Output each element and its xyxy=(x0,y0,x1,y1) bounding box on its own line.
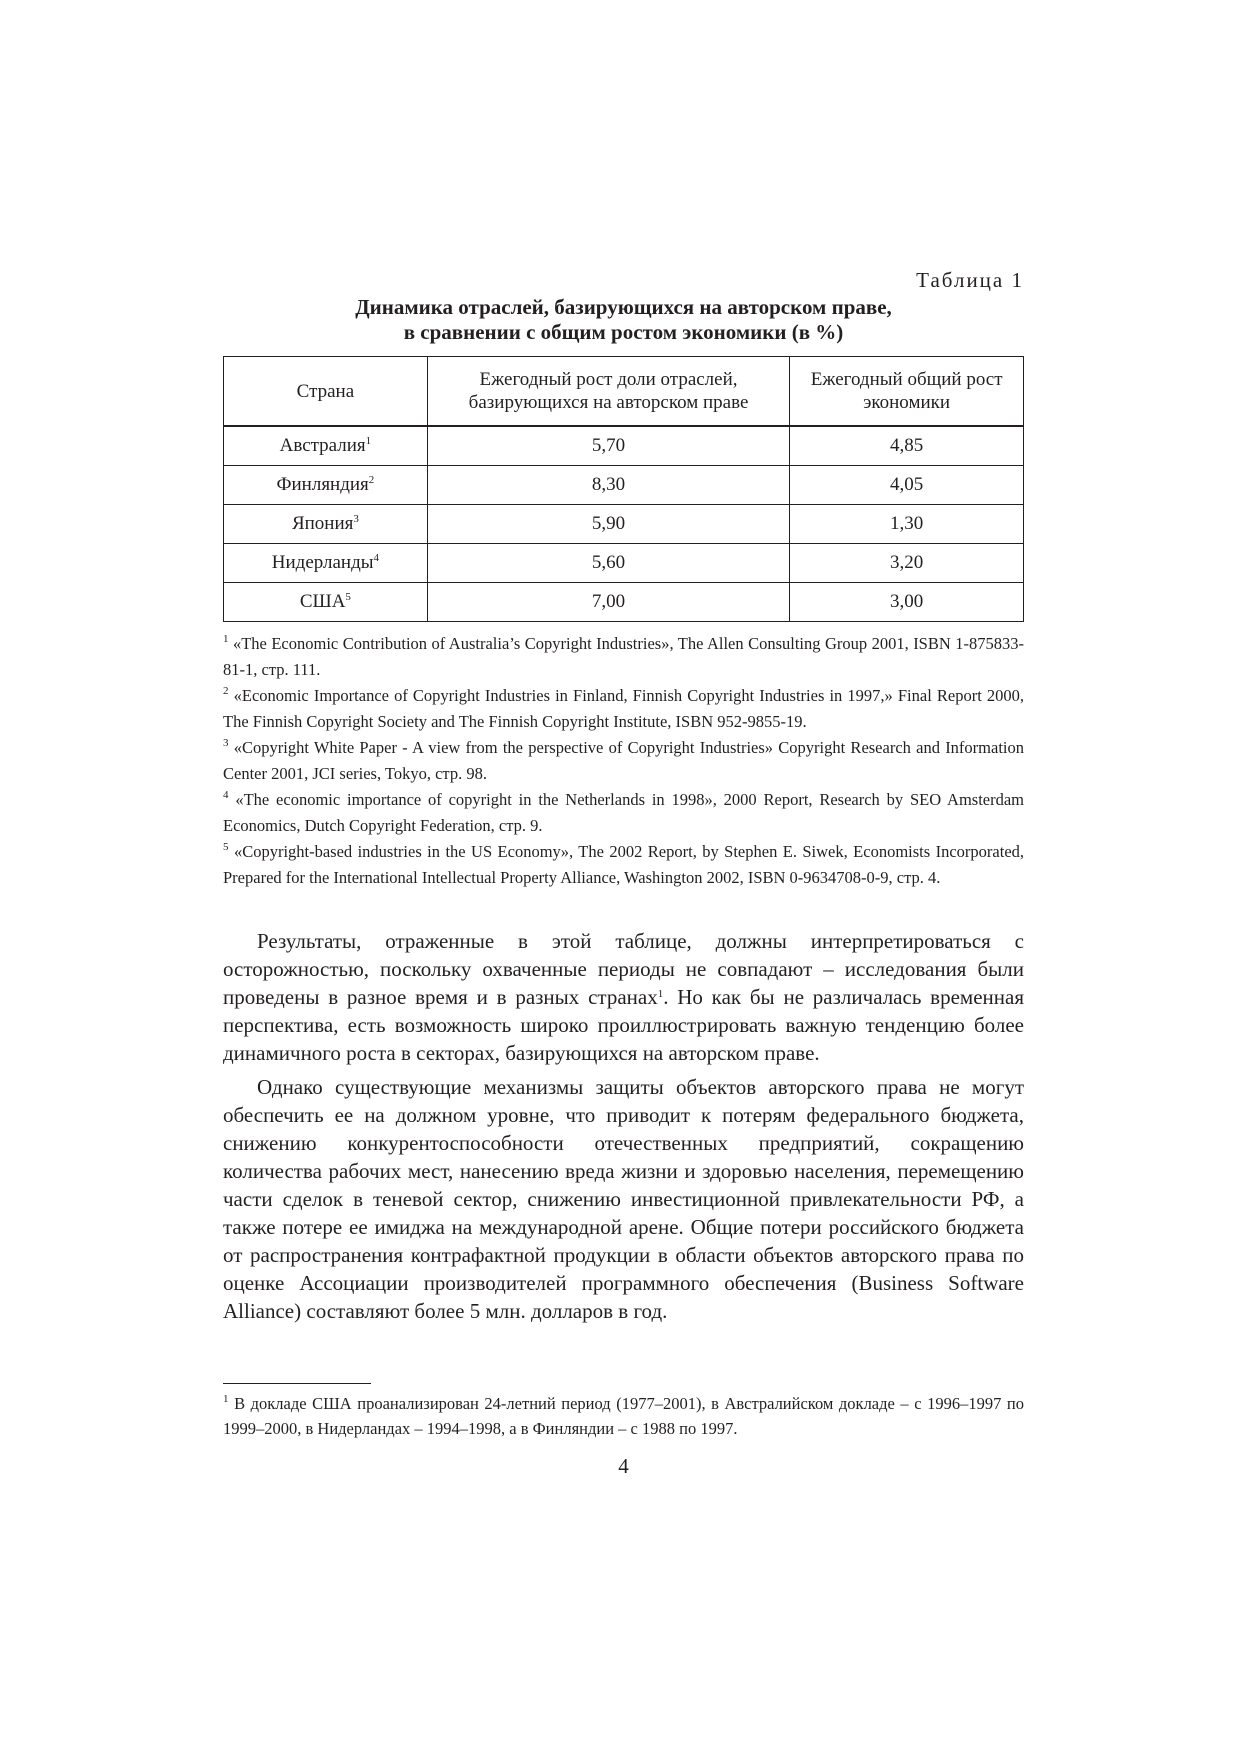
country-name: США xyxy=(299,591,346,612)
reference-text: «The economic importance of copyright in the Netherlands in 1998», 2000 Report, Research by SEO Amsterdam Economics, Dutch Copyright Federation, стр. 9. xyxy=(223,790,1025,835)
cell-share: 5,60 xyxy=(427,544,789,583)
table-row xyxy=(224,426,1024,466)
page-footnote xyxy=(223,1391,1024,1441)
cell-country xyxy=(224,426,428,466)
reference-num: 4 xyxy=(223,789,229,801)
footnote-num: 1 xyxy=(223,1393,229,1405)
footnote-ref: 1 xyxy=(657,988,664,1000)
country-name: Япония xyxy=(291,513,354,534)
table-row xyxy=(224,466,1024,505)
reference-num: 1 xyxy=(223,633,229,645)
reference-item xyxy=(223,631,1024,682)
cell-country xyxy=(224,505,428,544)
cell-country xyxy=(224,466,428,505)
paragraph-1 xyxy=(223,927,1024,1067)
country-ref: 3 xyxy=(353,513,359,525)
country-name: Нидерланды xyxy=(271,552,374,573)
reference-num: 3 xyxy=(223,737,229,749)
cell-economy: 4,05 xyxy=(790,466,1024,505)
table-header-row xyxy=(224,357,1024,427)
country-name: Финляндия xyxy=(276,474,369,495)
reference-item xyxy=(223,683,1024,734)
header-share-growth-line-1: Ежегодный рост доли отраслей, xyxy=(479,369,738,390)
header-country: Страна xyxy=(224,357,428,427)
growth-table xyxy=(223,356,1024,622)
page-number: 4 xyxy=(618,1454,629,1478)
country-ref: 4 xyxy=(373,552,380,564)
footnote-text: В докладе США проанализирован 24-летний период (1977–2001), в Австралийском докладе – с 1996–1997 по 1999–2000, в Нидерландах – 1994–1998, а в Финляндии – с 1988 по 1997. xyxy=(223,1394,1025,1438)
cell-share: 7,00 xyxy=(427,583,789,622)
reference-text: «Economic Importance of Copyright Industries in Finland, Finnish Copyright Industries in 1997,» Final Report 2000, The Finnish Copyright Society and The Finnish Copyright Institute, ISBN 952-9855-19. xyxy=(223,686,1025,731)
reference-item xyxy=(223,735,1024,786)
table-references xyxy=(223,631,1024,891)
header-economy-growth xyxy=(790,357,1024,427)
header-economy-growth-line-1: Ежегодный общий рост xyxy=(810,369,1003,390)
paragraph-1-text-b: . Но как бы не различалась временная перспектива, есть возможность широко проиллюстрировать важную тенденцию более динамичного роста в секторах, базирующихся на авторском праве. xyxy=(223,985,1024,1065)
table-title-line-1: Динамика отраслей, базирующихся на авторском праве, xyxy=(355,295,892,319)
table-row xyxy=(224,583,1024,622)
table-row xyxy=(224,544,1024,583)
reference-item xyxy=(223,839,1024,890)
country-name: Австралия xyxy=(279,435,366,456)
country-ref: 5 xyxy=(345,591,351,603)
table-row xyxy=(224,505,1024,544)
cell-share: 8,30 xyxy=(427,466,789,505)
reference-num: 2 xyxy=(223,685,229,697)
footnote-divider xyxy=(223,1383,371,1384)
paragraph-1-text-a: Результаты, отраженные в этой таблице, должны интерпретироваться с осторожностью, поскольку охваченные периоды не совпадают – исследования были проведены в разное время и в разных странах xyxy=(223,929,1024,1009)
cell-share: 5,90 xyxy=(427,505,789,544)
cell-economy: 3,00 xyxy=(790,583,1024,622)
reference-text: «The Economic Contribution of Australia’s Copyright Industries», The Allen Consulting Group 2001, ISBN 1-875833-81-1, стр. 111. xyxy=(223,634,1024,679)
cell-country xyxy=(224,583,428,622)
country-ref: 1 xyxy=(365,435,372,447)
header-share-growth xyxy=(427,357,789,427)
cell-economy: 4,85 xyxy=(790,426,1024,466)
reference-item xyxy=(223,787,1024,838)
country-ref: 2 xyxy=(368,474,375,486)
cell-country xyxy=(224,544,428,583)
body-text xyxy=(223,927,1024,1331)
table-label: Таблица 1 xyxy=(916,268,1024,292)
reference-text: «Copyright-based industries in the US Economy», The 2002 Report, by Stephen E. Siwek, Economists Incorporated, Prepared for the International Intellectual Property Alliance, Washington 2002, ISBN 0-9634708-0-9, стр. 4. xyxy=(223,842,1025,887)
reference-text: «Copyright White Paper - A view from the perspective of Copyright Industries» Copyright Research and Information Center 2001, JCI series, Tokyo, стр. 98. xyxy=(223,738,1025,783)
cell-share: 5,70 xyxy=(427,426,789,466)
header-economy-growth-line-2: экономики xyxy=(863,392,951,413)
cell-economy: 1,30 xyxy=(790,505,1024,544)
table-title xyxy=(223,295,1024,345)
header-share-growth-line-2: базирующихся на авторском праве xyxy=(468,392,749,413)
table-title-line-2: в сравнении с общим ростом экономики (в %) xyxy=(403,320,844,344)
paragraph-2: Однако существующие механизмы защиты объектов авторского права не могут обеспечить ее на должном уровне, что приводит к потерям федерального бюджета, снижению конкурентоспособности отечественных предприятий, сокращению количества рабочих мест, нанесению вреда жизни и здоровью населения, перемещению части сделок в теневой сектор, снижению инвестиционной привлекательности РФ, а также потере ее имиджа на международной арене. Общие потери российского бюджета от распространения контрафактной продукции в области объектов авторского права по оценке Ассоциации производителей программного обеспечения (Business Software Alliance) составляют более 5 млн. долларов в год. xyxy=(223,1075,1024,1323)
reference-num: 5 xyxy=(223,841,229,853)
cell-economy: 3,20 xyxy=(790,544,1024,583)
